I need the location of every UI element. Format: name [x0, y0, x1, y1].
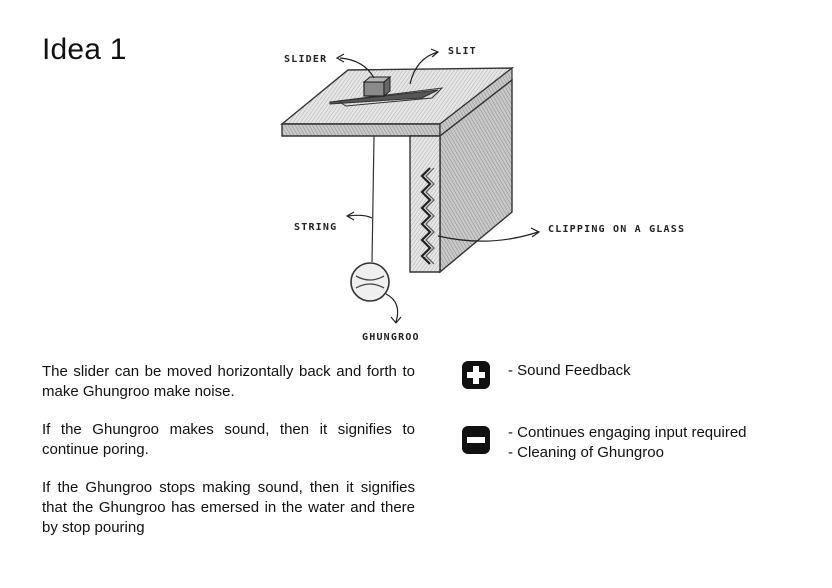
slider-knob — [364, 77, 390, 96]
cons-item: - Cleaning of Ghungroo — [508, 444, 664, 461]
string — [372, 136, 374, 262]
label-clipping: CLIPPING ON A GLASS — [548, 224, 686, 235]
description — [42, 362, 415, 556]
plus-icon — [462, 361, 490, 389]
label-slit: SLIT — [448, 46, 477, 57]
device-sketch — [270, 40, 730, 350]
cons-section — [462, 423, 747, 463]
description-paragraph: The slider can be moved horizontally back and forth to make Ghungroo make noise. — [42, 363, 415, 400]
description-paragraph: If the Ghungroo makes sound, then it signifies to continue poring. — [42, 421, 415, 458]
pros-item: - Sound Feedback — [508, 362, 631, 379]
label-slider: SLIDER — [284, 54, 328, 65]
label-ghungroo: GHUNGROO — [362, 332, 420, 343]
page-title: Idea 1 — [42, 33, 127, 66]
description-paragraph: If the Ghungroo stops making sound, then it signifies that the Ghungroo has emersed in the water and there by stop pouring — [42, 479, 415, 536]
label-string: STRING — [294, 222, 338, 233]
minus-icon — [462, 426, 490, 454]
pros-section — [462, 361, 631, 381]
ghungroo-bell — [351, 263, 389, 301]
cons-item: - Continues engaging input required — [508, 424, 747, 441]
